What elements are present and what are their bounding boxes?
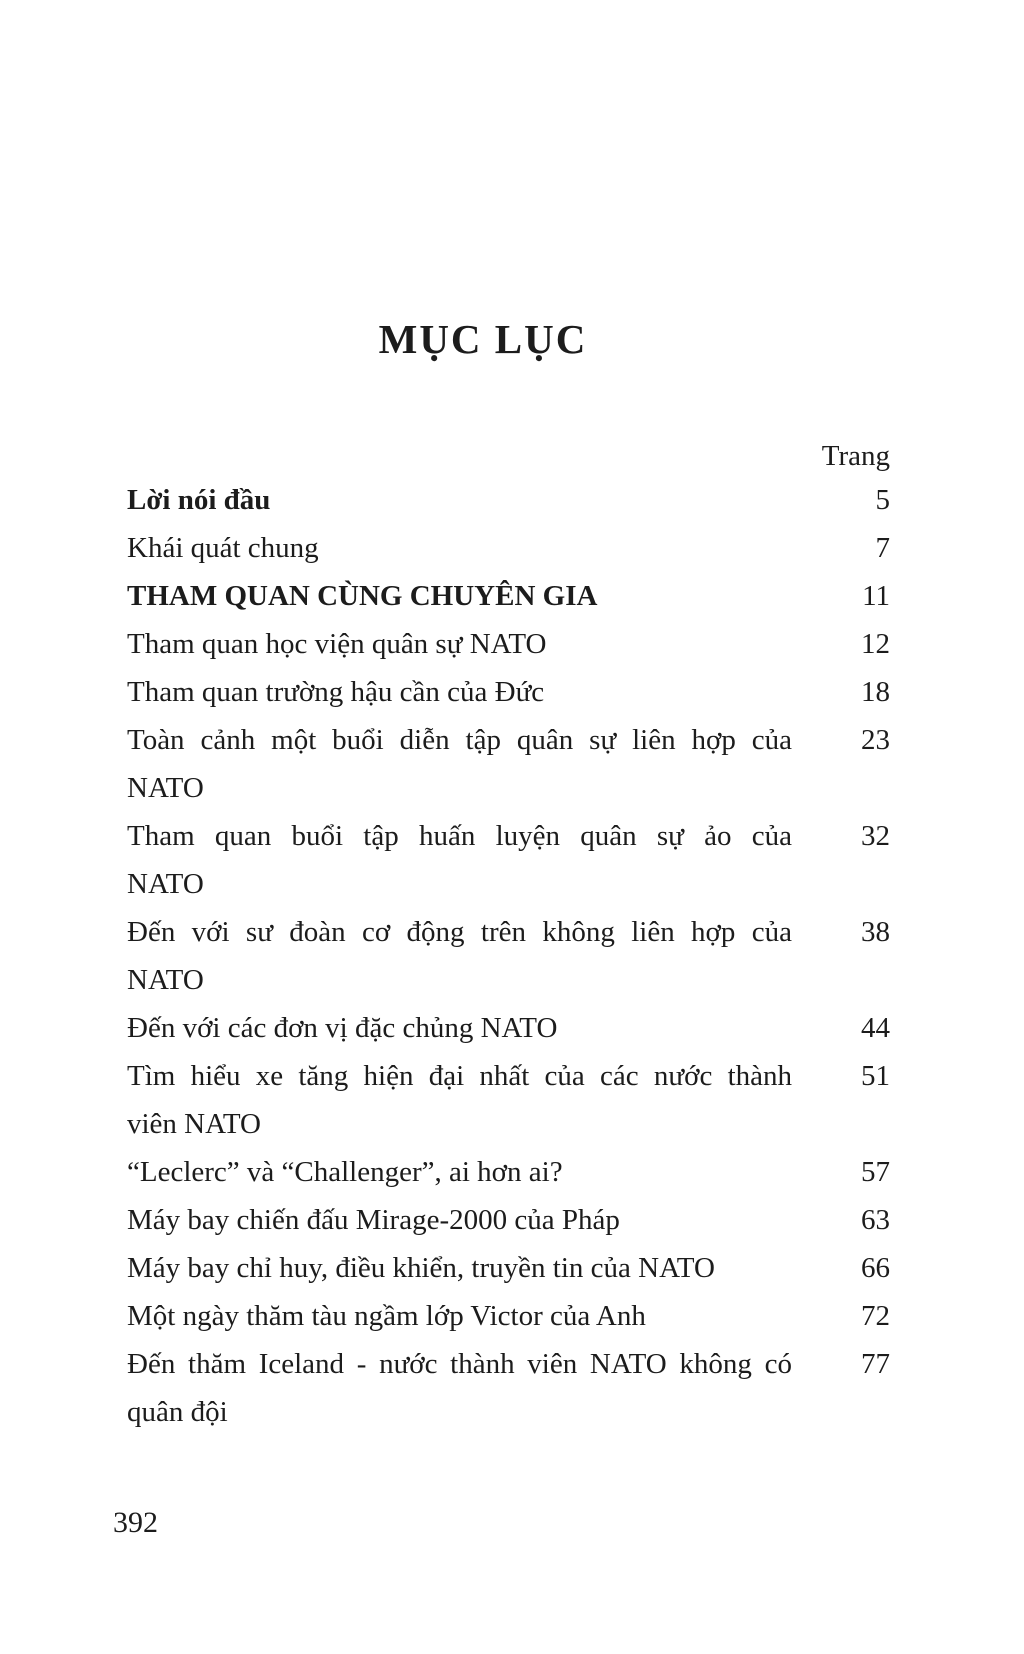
toc-entry-line: Lời nói đầu	[127, 484, 271, 516]
toc-entry	[127, 1196, 890, 1244]
toc-entry-line: NATO	[127, 964, 204, 996]
toc-entry	[127, 1292, 890, 1340]
toc-entry-title	[127, 1148, 792, 1196]
toc-entry-page-number: 18	[861, 676, 890, 708]
toc-entry-line: “Leclerc” và “Challenger”, ai hơn ai?	[127, 1156, 563, 1188]
toc-entry-line: Một ngày thăm tàu ngầm lớp Victor của Anh	[127, 1300, 646, 1332]
toc-entry-page-number: 51	[861, 1060, 890, 1092]
toc-entry-title	[127, 812, 792, 908]
toc-entry-page-number: 77	[861, 1348, 890, 1380]
toc-entry	[127, 1148, 890, 1196]
toc-entry	[127, 716, 890, 812]
toc-entry	[127, 1052, 890, 1148]
toc-entry-title	[127, 476, 792, 524]
page-title: MỤC LỤC	[378, 316, 588, 363]
toc-entry-title	[127, 716, 792, 812]
toc-entry-line: NATO	[127, 772, 204, 804]
toc-entry-page-number: 11	[862, 580, 890, 612]
toc-entry-line: Đến thăm Iceland - nước thành viên NATO không có	[127, 1348, 792, 1380]
toc-entry	[127, 908, 890, 1004]
toc-entry-line: Đến với các đơn vị đặc chủng NATO	[127, 1012, 558, 1044]
toc-entry-title	[127, 1244, 792, 1292]
toc-entry	[127, 1340, 890, 1436]
toc-entry-page-number: 44	[861, 1012, 890, 1044]
toc-entry-title	[127, 668, 792, 716]
toc-entry-line: viên NATO	[127, 1108, 261, 1140]
toc-entry	[127, 476, 890, 524]
toc-entry-line: Tham quan học viện quân sự NATO	[127, 628, 547, 660]
toc-entry-title	[127, 1052, 792, 1148]
toc-entry-title	[127, 908, 792, 1004]
page-number: 392	[113, 1506, 158, 1539]
toc-entry-page-number: 12	[861, 628, 890, 660]
toc-entry-line: Tham quan buổi tập huấn luyện quân sự ảo của	[127, 820, 792, 852]
toc-entry-page-number: 72	[861, 1300, 890, 1332]
toc-entry-page-number: 66	[861, 1252, 890, 1284]
toc-entry-page-number: 5	[875, 484, 890, 516]
toc-entry-page-number: 57	[861, 1156, 890, 1188]
toc-entry-line: Toàn cảnh một buổi diễn tập quân sự liên hợp của	[127, 724, 792, 756]
toc-entry-page-number: 38	[861, 916, 890, 948]
toc-entry	[127, 668, 890, 716]
toc-entry-line: NATO	[127, 868, 204, 900]
toc-entry	[127, 1244, 890, 1292]
toc-entry-page-number: 7	[875, 532, 890, 564]
toc-entries	[127, 476, 890, 1436]
page-column-header: Trang	[821, 440, 890, 472]
toc-entry-line: THAM QUAN CÙNG CHUYÊN GIA	[127, 580, 598, 612]
toc-entry-title	[127, 1340, 792, 1436]
toc-entry-title	[127, 620, 792, 668]
toc-entry-line: Tìm hiểu xe tăng hiện đại nhất của các nước thành	[127, 1060, 792, 1092]
toc-entry-title	[127, 572, 792, 620]
toc-entry-title	[127, 1196, 792, 1244]
toc-entry-title	[127, 524, 792, 572]
toc-entry-title	[127, 1292, 792, 1340]
toc-entry	[127, 524, 890, 572]
toc-entry	[127, 812, 890, 908]
toc-entry-page-number: 23	[861, 724, 890, 756]
toc-entry-title	[127, 1004, 792, 1052]
toc-entry-page-number: 63	[861, 1204, 890, 1236]
toc-entry-line: Tham quan trường hậu cần của Đức	[127, 676, 545, 708]
toc-entry-page-number: 32	[861, 820, 890, 852]
toc-entry	[127, 1004, 890, 1052]
toc-entry-line: Máy bay chiến đấu Mirage-2000 của Pháp	[127, 1204, 620, 1236]
toc-entry-line: Đến với sư đoàn cơ động trên không liên hợp của	[127, 916, 792, 948]
toc-entry	[127, 620, 890, 668]
toc-entry-line: Khái quát chung	[127, 532, 319, 564]
toc-entry	[127, 572, 890, 620]
toc-entry-line: Máy bay chỉ huy, điều khiển, truyền tin của NATO	[127, 1252, 715, 1284]
toc-entry-line: quân đội	[127, 1396, 228, 1428]
